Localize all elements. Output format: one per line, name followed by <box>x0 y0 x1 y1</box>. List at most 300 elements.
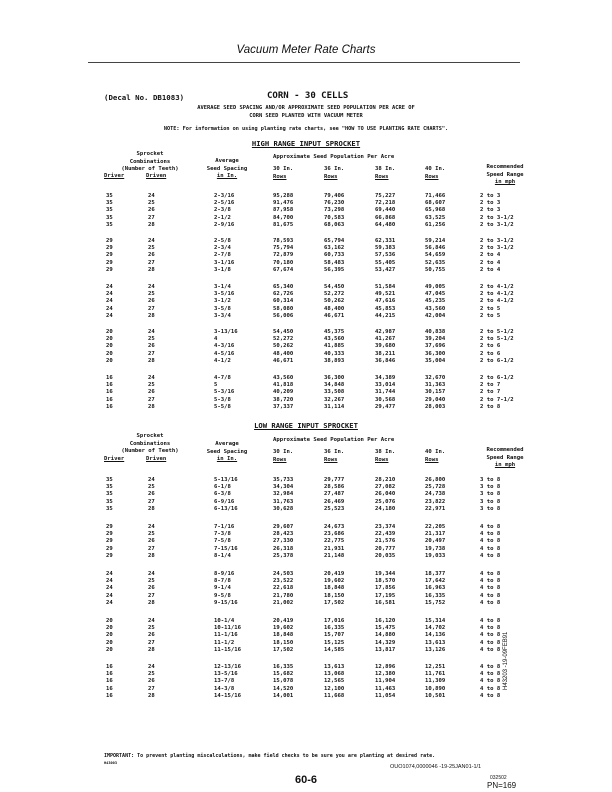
driven-cell: 26 <box>148 538 155 545</box>
speed-range-cell: 3 to 8 <box>480 505 501 512</box>
pop-36-cell: 63,162 <box>324 245 345 252</box>
pop-36-cell: 12,565 <box>324 678 345 685</box>
pop-38-cell: 12,380 <box>375 671 396 678</box>
pop-30-cell: 18,150 <box>273 639 294 646</box>
driver-cell: 16 <box>106 692 113 699</box>
pop-30-cell: 50,262 <box>273 343 294 350</box>
rows-36-header-line: 36 In. <box>324 449 345 455</box>
driver-cell: 29 <box>106 266 113 273</box>
pop-40-cell: 16,963 <box>425 585 446 592</box>
pop-30-cell: 35,733 <box>273 477 294 483</box>
seed-spacing-cell: 2-3/8 <box>214 207 231 214</box>
pop-38-cell: 14,329 <box>375 639 396 646</box>
side-reference-tag: H43203 -19-09FEB91 <box>503 631 509 690</box>
driver-cell: 35 <box>106 200 113 207</box>
rows-38-header-line: Rows <box>375 456 389 463</box>
speed-range-cell: 3 to 8 <box>480 477 501 483</box>
pop-40-cell: 61,256 <box>425 221 446 228</box>
pop-40-cell: 12,251 <box>425 664 446 670</box>
pop-30-cell: 95,288 <box>273 193 294 199</box>
pop-30-cell: 24,503 <box>273 571 294 577</box>
driver-cell: 24 <box>106 585 113 592</box>
pn-number: PN=169 <box>487 781 517 790</box>
table-row <box>0 200 612 207</box>
pop-36-cell: 17,016 <box>324 618 345 624</box>
pop-30-cell: 37,337 <box>273 403 294 410</box>
driven-cell: 27 <box>148 498 155 505</box>
pop-30-cell: 65,340 <box>273 284 294 290</box>
seed-spacing-cell: 2-9/16 <box>214 221 235 228</box>
driver-cell: 20 <box>106 646 113 653</box>
driven-header: Driven <box>146 456 167 462</box>
speed-range-cell: 4 to 8 <box>480 646 501 653</box>
speed-range-cell: 2 to 3 <box>480 193 501 199</box>
avg-spacing-header-line: Average <box>215 158 239 164</box>
low-range-title <box>0 421 612 430</box>
table-row <box>0 382 612 389</box>
speed-range-cell: 2 to 6-1/2 <box>480 357 514 364</box>
pop-40-cell: 24,738 <box>425 491 446 498</box>
pop-36-cell: 34,848 <box>324 382 345 389</box>
seed-spacing-cell: 7-3/8 <box>214 531 231 538</box>
driven-cell: 26 <box>148 585 155 592</box>
pop-38-cell: 49,521 <box>375 291 396 298</box>
driver-cell: 16 <box>106 382 113 389</box>
speed-range-cell: 4 to 8 <box>480 632 501 639</box>
seed-spacing-cell: 4-3/16 <box>214 343 235 350</box>
pop-30-cell: 29,607 <box>273 524 294 530</box>
pop-40-cell: 42,004 <box>425 312 446 319</box>
speed-range-cell: 4 to 8 <box>480 678 501 685</box>
driver-cell: 24 <box>106 305 113 312</box>
rows-30-header-line: Rows <box>273 173 287 180</box>
table-row <box>0 647 612 654</box>
pop-38-cell: 20,035 <box>375 552 396 559</box>
driven-cell: 24 <box>148 664 155 670</box>
pop-40-cell: 56,846 <box>425 245 446 252</box>
rows-40-header <box>425 166 445 181</box>
pop-40-cell: 29,040 <box>425 396 446 403</box>
pop-36-cell: 13,068 <box>324 671 345 678</box>
seed-spacing-cell: 6-3/8 <box>214 491 231 498</box>
speed-range-cell: 4 to 8 <box>480 685 501 692</box>
pop-30-cell: 54,450 <box>273 329 294 335</box>
pop-40-cell: 40,838 <box>425 329 446 335</box>
pop-36-cell: 25,523 <box>324 505 345 512</box>
seed-spacing-cell: 9-1/4 <box>214 585 231 592</box>
speed-range-cell: 4 to 8 <box>480 545 501 552</box>
driver-cell: 29 <box>106 531 113 538</box>
seed-spacing-cell: 4 <box>214 336 218 343</box>
pop-30-cell: 23,522 <box>273 578 294 585</box>
pop-30-cell: 60,314 <box>273 298 294 305</box>
speed-range-cell: 2 to 7-1/2 <box>480 396 514 403</box>
seed-spacing-cell: 9-15/16 <box>214 599 238 606</box>
table-row <box>0 531 612 538</box>
pop-30-cell: 28,423 <box>273 531 294 538</box>
table-row <box>0 538 612 545</box>
rows-36-header-line: 36 In. <box>324 166 345 172</box>
speed-range-cell: 4 to 8 <box>480 599 501 606</box>
pop-40-cell: 47,045 <box>425 291 446 298</box>
pop-40-cell: 28,003 <box>425 403 446 410</box>
pop-38-cell: 33,014 <box>375 382 396 389</box>
driven-cell: 26 <box>148 632 155 639</box>
driver-cell: 16 <box>106 671 113 678</box>
pop-40-cell: 39,204 <box>425 336 446 343</box>
pop-30-cell: 32,984 <box>273 491 294 498</box>
avg-spacing-header <box>196 441 258 464</box>
seed-spacing-cell: 8-1/4 <box>214 552 231 559</box>
speed-range-cell: 2 to 5-1/2 <box>480 329 514 335</box>
seed-spacing-cell: 10-11/16 <box>214 625 241 632</box>
driven-cell: 27 <box>148 350 155 357</box>
pop-40-cell: 19,033 <box>425 552 446 559</box>
driven-cell: 26 <box>148 491 155 498</box>
sprocket-header-line: Combinations <box>129 440 171 447</box>
pop-40-cell: 10,501 <box>425 692 446 699</box>
pop-38-cell: 57,536 <box>375 252 396 259</box>
driver-cell: 35 <box>106 214 113 221</box>
driver-cell: 20 <box>106 343 113 350</box>
pop-36-cell: 33,508 <box>324 389 345 396</box>
rows-38-header-line: 38 In. <box>375 166 396 172</box>
table-row <box>0 215 612 222</box>
driver-header: Driver <box>104 456 125 462</box>
speed-range-cell: 2 to 3-1/2 <box>480 214 514 221</box>
pop-30-cell: 14,520 <box>273 685 294 692</box>
table-row <box>0 306 612 313</box>
pop-30-cell: 75,794 <box>273 245 294 252</box>
pop-38-cell: 38,211 <box>375 350 396 357</box>
speed-range-cell: 2 to 3-1/2 <box>480 221 514 228</box>
speed-range-header-line: in mph <box>494 462 516 468</box>
pop-38-cell: 28,210 <box>375 477 396 483</box>
speed-range-cell: 3 to 8 <box>480 484 501 491</box>
small-code: 032502 <box>490 775 507 781</box>
pop-40-cell: 13,126 <box>425 646 446 653</box>
seed-spacing-cell: 11-1/16 <box>214 632 238 639</box>
table-row <box>0 671 612 678</box>
pop-40-cell: 54,659 <box>425 252 446 259</box>
sprocket-header <box>110 433 190 456</box>
pop-30-cell: 14,001 <box>273 692 294 699</box>
driver-cell: 24 <box>106 599 113 606</box>
speed-range-cell: 4 to 8 <box>480 618 501 624</box>
pop-40-cell: 18,377 <box>425 571 446 577</box>
pop-30-cell: 31,763 <box>273 498 294 505</box>
pop-40-cell: 35,004 <box>425 357 446 364</box>
row-group <box>0 284 612 320</box>
driven-cell: 26 <box>148 298 155 305</box>
driver-cell: 16 <box>106 678 113 685</box>
pop-30-cell: 78,593 <box>273 238 294 244</box>
speed-range-cell: 2 to 3 <box>480 200 501 207</box>
pop-40-cell: 52,635 <box>425 259 446 266</box>
pop-40-cell: 37,696 <box>425 343 446 350</box>
pop-40-cell: 43,560 <box>425 305 446 312</box>
pop-40-cell: 13,613 <box>425 639 446 646</box>
driver-cell: 24 <box>106 592 113 599</box>
driven-cell: 27 <box>148 639 155 646</box>
pop-36-cell: 58,483 <box>324 259 345 266</box>
driven-cell: 24 <box>148 329 155 335</box>
rows-40-header-line: 40 In. <box>425 449 446 455</box>
pop-38-cell: 18,570 <box>375 578 396 585</box>
pop-40-cell: 21,317 <box>425 531 446 538</box>
driver-cell: 24 <box>106 298 113 305</box>
pop-36-cell: 22,775 <box>324 538 345 545</box>
driven-header: Driven <box>146 173 167 179</box>
driven-cell: 27 <box>148 592 155 599</box>
pop-38-cell: 17,195 <box>375 592 396 599</box>
speed-range-cell: 4 to 8 <box>480 671 501 678</box>
speed-range-cell: 2 to 4 <box>480 252 501 259</box>
driven-cell: 25 <box>148 291 155 298</box>
driven-cell: 27 <box>148 214 155 221</box>
driver-cell: 20 <box>106 329 113 335</box>
seed-spacing-cell: 4-1/2 <box>214 357 231 364</box>
table-row <box>0 484 612 491</box>
driver-cell: 29 <box>106 545 113 552</box>
pop-38-cell: 11,904 <box>375 678 396 685</box>
pop-38-cell: 23,374 <box>375 524 396 530</box>
chart-subtitle-line: CORN SEED PLANTED WITH VACUUM METER <box>249 113 363 119</box>
pop-36-cell: 17,502 <box>324 599 345 606</box>
pop-30-cell: 87,958 <box>273 207 294 214</box>
pop-36-cell: 38,893 <box>324 357 345 364</box>
speed-range-header-line: Speed Range <box>486 171 524 178</box>
driver-cell: 29 <box>106 538 113 545</box>
driven-cell: 24 <box>148 238 155 244</box>
pop-38-cell: 24,180 <box>375 505 396 512</box>
pop-36-cell: 68,063 <box>324 221 345 228</box>
table-row <box>0 358 612 365</box>
seed-spacing-cell: 5 <box>214 382 218 389</box>
pop-38-cell: 53,427 <box>375 266 396 273</box>
driven-cell: 25 <box>148 625 155 632</box>
row-group <box>0 618 612 654</box>
rows-36-header-line: Rows <box>324 456 338 463</box>
pop-30-cell: 67,674 <box>273 266 294 273</box>
rows-40-header-line: Rows <box>425 456 439 463</box>
approx-population-header: Approximate Seed Population Per Acre <box>273 437 395 443</box>
pop-38-cell: 44,215 <box>375 312 396 319</box>
pop-40-cell: 50,755 <box>425 266 446 273</box>
seed-spacing-cell: 8-9/16 <box>214 571 235 577</box>
seed-spacing-cell: 6-13/16 <box>214 505 238 512</box>
driver-cell: 24 <box>106 571 113 577</box>
driven-cell: 26 <box>148 389 155 396</box>
seed-spacing-cell: 14-3/8 <box>214 685 235 692</box>
avg-spacing-header-line: in In. <box>216 173 238 179</box>
driven-cell: 25 <box>148 382 155 389</box>
driven-cell: 25 <box>148 336 155 343</box>
driven-cell: 28 <box>148 692 155 699</box>
pop-30-cell: 18,848 <box>273 632 294 639</box>
speed-range-cell: 4 to 8 <box>480 664 501 670</box>
pop-38-cell: 75,227 <box>375 193 396 199</box>
table-row <box>0 686 612 693</box>
pop-38-cell: 30,568 <box>375 396 396 403</box>
seed-spacing-cell: 2-5/8 <box>214 238 231 244</box>
speed-range-cell: 2 to 4-1/2 <box>480 291 514 298</box>
pop-38-cell: 45,853 <box>375 305 396 312</box>
table-row <box>0 193 612 200</box>
speed-range-cell: 2 to 5 <box>480 312 501 319</box>
table-row <box>0 524 612 531</box>
seed-spacing-cell: 8-7/8 <box>214 578 231 585</box>
pop-30-cell: 21,002 <box>273 599 294 606</box>
speed-range-header <box>472 164 538 187</box>
pop-40-cell: 16,335 <box>425 592 446 599</box>
seed-spacing-cell: 13-5/16 <box>214 671 238 678</box>
driver-cell: 20 <box>106 336 113 343</box>
seed-spacing-cell: 4-5/16 <box>214 350 235 357</box>
pop-40-cell: 23,822 <box>425 498 446 505</box>
row-group <box>0 329 612 365</box>
pop-40-cell: 63,525 <box>425 214 446 221</box>
driven-cell: 28 <box>148 221 155 228</box>
pop-36-cell: 28,586 <box>324 484 345 491</box>
driven-cell: 27 <box>148 259 155 266</box>
pop-30-cell: 46,671 <box>273 357 294 364</box>
seed-spacing-cell: 2-1/2 <box>214 214 231 221</box>
avg-spacing-header-line: in In. <box>216 456 238 462</box>
table-row <box>0 245 612 252</box>
pop-36-cell: 43,560 <box>324 336 345 343</box>
rows-30-header-line: 30 In. <box>273 449 294 455</box>
driven-cell: 24 <box>148 524 155 530</box>
pop-36-cell: 65,794 <box>324 238 345 244</box>
rows-36-header <box>324 449 344 464</box>
speed-range-cell: 2 to 4-1/2 <box>480 284 514 290</box>
pop-30-cell: 38,720 <box>273 396 294 403</box>
pop-36-cell: 48,400 <box>324 305 345 312</box>
pop-38-cell: 15,475 <box>375 625 396 632</box>
seed-spacing-cell: 14-15/16 <box>214 692 241 699</box>
pop-38-cell: 11,463 <box>375 685 396 692</box>
driven-cell: 24 <box>148 375 155 381</box>
driver-cell: 16 <box>106 403 113 410</box>
document-id: OUO1074,0000046 -19-25JAN01-1/1 <box>390 764 482 770</box>
chart-subtitle <box>0 104 612 120</box>
table-row <box>0 329 612 336</box>
speed-range-cell: 2 to 3-1/2 <box>480 245 514 252</box>
speed-range-header <box>472 447 538 470</box>
driver-cell: 35 <box>106 505 113 512</box>
avg-spacing-header-line: Seed Spacing <box>206 448 248 455</box>
table-row <box>0 267 612 274</box>
driven-cell: 28 <box>148 403 155 410</box>
seed-spacing-cell: 2-3/16 <box>214 193 235 199</box>
rows-38-header <box>375 166 395 181</box>
pop-38-cell: 14,880 <box>375 632 396 639</box>
rows-30-header <box>273 166 293 181</box>
pop-36-cell: 27,487 <box>324 491 345 498</box>
pop-38-cell: 42,987 <box>375 329 396 335</box>
table-row <box>0 585 612 592</box>
pop-40-cell: 25,728 <box>425 484 446 491</box>
pop-40-cell: 49,005 <box>425 284 446 290</box>
driven-cell: 28 <box>148 357 155 364</box>
pop-30-cell: 27,330 <box>273 538 294 545</box>
driven-cell: 28 <box>148 646 155 653</box>
pop-30-cell: 43,560 <box>273 375 294 381</box>
row-group <box>0 477 612 513</box>
table-row <box>0 477 612 484</box>
pop-36-cell: 46,671 <box>324 312 345 319</box>
pop-30-cell: 26,318 <box>273 545 294 552</box>
speed-range-cell: 2 to 6-1/2 <box>480 375 514 381</box>
pop-38-cell: 59,383 <box>375 245 396 252</box>
pop-36-cell: 18,150 <box>324 592 345 599</box>
speed-range-cell: 2 to 7 <box>480 389 501 396</box>
row-group <box>0 375 612 411</box>
decal-number: (Decal No. DB1083) <box>104 93 185 102</box>
approx-population-header: Approximate Seed Population Per Acre <box>273 154 395 160</box>
table-row <box>0 571 612 578</box>
speed-range-header-line: in mph <box>494 179 516 185</box>
table-row <box>0 222 612 229</box>
pop-40-cell: 11,761 <box>425 671 446 678</box>
sprocket-header <box>110 151 190 174</box>
speed-range-cell: 4 to 8 <box>480 578 501 585</box>
driven-cell: 28 <box>148 266 155 273</box>
speed-range-cell: 2 to 4 <box>480 259 501 266</box>
table-row <box>0 578 612 585</box>
driver-cell: 16 <box>106 375 113 381</box>
rows-30-header-line: 30 In. <box>273 166 294 172</box>
row-group <box>0 193 612 229</box>
table-row <box>0 260 612 267</box>
driver-cell: 24 <box>106 578 113 585</box>
high-range-title-text: HIGH RANGE INPUT SPROCKET <box>251 139 361 148</box>
pop-38-cell: 41,267 <box>375 336 396 343</box>
pop-40-cell: 45,235 <box>425 298 446 305</box>
rows-38-header-line: 38 In. <box>375 449 396 455</box>
pop-38-cell: 62,331 <box>375 238 396 244</box>
seed-spacing-cell: 6-9/16 <box>214 498 235 505</box>
chart-note: NOTE: For information on using planting rate charts, see "HOW TO USE PLANTING RATE CHARTS". <box>163 126 449 132</box>
seed-spacing-cell: 9-5/8 <box>214 592 231 599</box>
driven-cell: 26 <box>148 252 155 259</box>
seed-spacing-cell: 4-7/8 <box>214 375 231 381</box>
speed-range-header-line: Recommended <box>486 447 524 453</box>
pop-30-cell: 81,675 <box>273 221 294 228</box>
table-row <box>0 491 612 498</box>
table-row <box>0 640 612 647</box>
table-row <box>0 298 612 305</box>
seed-spacing-cell: 5-3/8 <box>214 396 231 403</box>
driver-cell: 35 <box>106 491 113 498</box>
pop-30-cell: 58,080 <box>273 305 294 312</box>
speed-range-cell: 2 to 7 <box>480 382 501 389</box>
table-row <box>0 284 612 291</box>
row-group <box>0 571 612 607</box>
pop-38-cell: 26,040 <box>375 491 396 498</box>
seed-spacing-cell: 3-1/4 <box>214 284 231 290</box>
pop-36-cell: 12,100 <box>324 685 345 692</box>
driver-cell: 29 <box>106 259 113 266</box>
pop-38-cell: 51,584 <box>375 284 396 290</box>
pop-38-cell: 47,616 <box>375 298 396 305</box>
pop-40-cell: 31,363 <box>425 382 446 389</box>
table-row <box>0 546 612 553</box>
pop-38-cell: 17,856 <box>375 585 396 592</box>
table-row <box>0 397 612 404</box>
page-header: Vacuum Meter Rate Charts <box>236 44 376 56</box>
